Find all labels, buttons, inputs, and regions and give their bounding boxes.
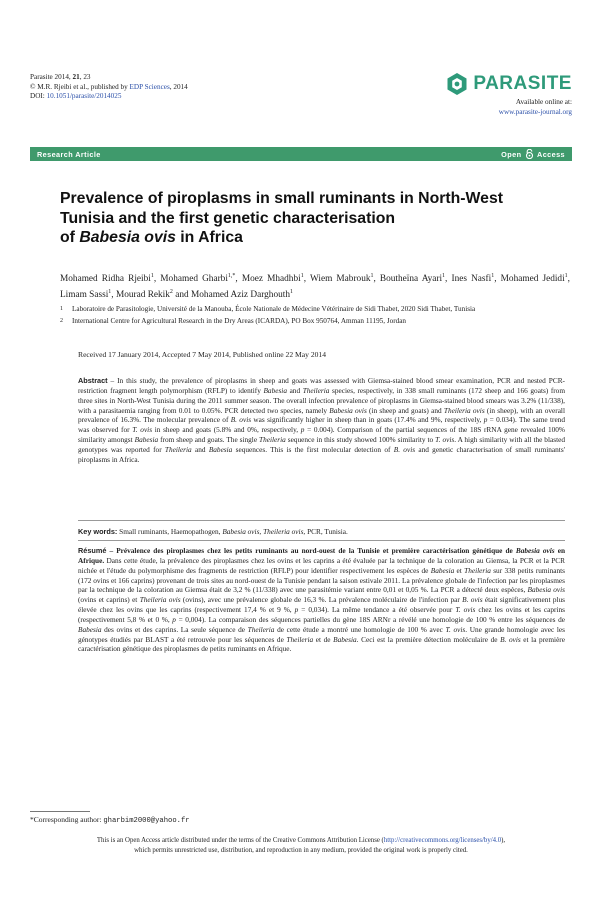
open-access-label: Open Access	[501, 150, 565, 159]
affiliations	[60, 305, 570, 326]
author-name: Moez Mhadhbi$^1$	[241, 273, 304, 285]
journal-logo-block	[412, 72, 572, 117]
journal-logo[interactable]	[412, 72, 572, 96]
author-affiliation-ref: 2	[169, 289, 173, 296]
publisher-link[interactable]: EDP Sciences	[129, 82, 170, 91]
author-affiliation-ref: 1	[108, 289, 112, 296]
keywords	[78, 527, 565, 537]
article-type-label: Research Article	[37, 149, 101, 159]
doi-line: DOI: 10.1051/parasite/2014025	[30, 92, 122, 101]
author-affiliation-ref: 1	[564, 273, 568, 279]
corresponding-email[interactable]: gharbim2000@yahoo.fr	[103, 817, 190, 825]
author-name: Mourad Rekik$^2$	[115, 289, 173, 301]
footnote-rule	[30, 811, 90, 812]
author-affiliation-ref: 1	[442, 273, 446, 279]
author-name: Mohamed Gharbi$^{1,*}$	[160, 273, 236, 285]
affiliation-item: 2 International Centre for Agricultural Research in the Dry Areas (ICARDA), PO Box 950764, Amman 11195, Jordan	[60, 316, 407, 325]
abstract-text: – In this study, the prevalence of piroplasms in sheep and goats was assessed with Giemsa-stained blood smear examination, PCR and nested PCR-restriction fragment length polymorphism (RFLP) to identify Babesia and Theileria species, respectively, in 338 small ruminants (172 sheep and 166 goats) from three sites in North-West Tunisia during the 2011 summer season. The overall infection prevalence of piroplasms in Giemsa-stained blood smears was 3.2% (11/338), with a parasitaemia ranging from 0.01 to 0.05%. PCR detected two species, namely Babesia ovis (in sheep and goats) and Theileria ovis (in sheep), with an overall prevalence of 16.3%. The molecular prevalence of B. ovis was significantly higher in sheep than in goats (17.4% and 9%, respectively, p = 0.034). The same trend was observed for T. ovis in sheep and goats (5.8% and 0%, respectively, p = 0.004). Comparison of the partial sequences of the 18S rRNA gene revealed 100% similarity amongst Babesia from sheep and goats. The single Theileria sequence in this study showed 100% similarity to T. ovis. A high similarity with all the blasted genotypes was reported for Theileria and Babesia sequences. This is the first molecular detection of B. ovis and genetic characterisation of small ruminants' piroplasms in Africa.	[78, 376, 566, 464]
author-affiliation-ref: 1	[370, 273, 374, 279]
copyright-line: © M.R. Rjeibi et al., published by EDP Sciences, 2014	[30, 82, 188, 91]
resume	[78, 546, 565, 654]
article-type-banner	[30, 147, 572, 161]
author-affiliation-ref: 1	[300, 273, 304, 279]
abstract-label: Abstract	[78, 376, 108, 385]
corresponding-author: *Corresponding author: gharbim2000@yahoo.fr	[30, 815, 190, 825]
author-name: Limam Sassi$^1$	[60, 289, 112, 301]
license-link[interactable]: http://creativecommons.org/licenses/by/4.0	[383, 837, 502, 844]
affiliation-item: 1 Laboratoire de Parasitologie, Université de la Manouba, École Nationale de Médecine Vétérinaire de Sidi Thabet, 2020 Sidi Thabet, Tunisia	[60, 305, 476, 313]
article-title: Prevalence of piroplasms in small ruminants in North-West Tunisia and the first genetic characterisation of Babesia ovis in Africa	[60, 190, 504, 246]
journal-url-link[interactable]: www.parasite-journal.org	[498, 107, 572, 116]
divider	[78, 540, 565, 541]
author-name: Mohamed Jedidi$^1$	[500, 273, 568, 285]
author-name: Wiem Mabrouk$^1$	[309, 273, 374, 285]
author-name: Mohamed Aziz Darghouth$^1$	[191, 289, 293, 301]
author-name: Boutheïna Ayari$^1$	[379, 273, 446, 285]
author-name: Mohamed Ridha Rjeibi$^1$	[60, 273, 154, 285]
author-affiliation-ref: 1	[289, 289, 293, 296]
author-affiliation-ref: 1,*	[227, 273, 236, 279]
journal-citation: Parasite 2014, 21, 23	[30, 73, 91, 81]
keywords-text: Small ruminants, Haemopathogen, Babesia ovis, Theileria ovis, PCR, Tunisia.	[117, 527, 348, 536]
resume-label: Résumé	[78, 546, 107, 555]
keywords-label: Key words:	[78, 527, 118, 536]
doi-link[interactable]: 10.1051/parasite/2014025	[46, 92, 122, 101]
article-metadata	[30, 73, 290, 102]
author-list: Mohamed Ridha Rjeibi$^1$, Mohamed Gharbi$^{1,*}$, Moez Mhadhbi$^1$, Wiem Mabrouk$^1$, Boutheïna Ayari$^1$, Ines Nasfi$^1$, Mohamed Jedidi$^1$, Limam Sassi$^1$, Mourad Rekik$^2$ and Mohamed Aziz Darghouth$^1$	[60, 273, 570, 301]
abstract	[78, 376, 565, 465]
open-access-icon	[525, 149, 534, 159]
divider	[78, 520, 565, 521]
author-affiliation-ref: 1	[150, 273, 154, 279]
parasite-logo-icon	[445, 72, 469, 96]
available-online-label: Available online at:	[515, 98, 572, 106]
license-notice: This is an Open Access article distributed under the terms of the Creative Commons Attribution License (http://creativecommons.org/licenses/by/4.0), which permits unrestricted use, distribution, and reproduction in any medium, provided the original work is properly cited.	[96, 837, 506, 854]
resume-text: Dans cette étude, la prévalence des piroplasmes chez les ovins et les caprins a été évaluée par la technique de la coloration au Giemsa, la PCR et la PCR nichée et l'étude du polymorphisme des fragments de restriction (RFLP) pour identifier respectivement les espèces de Babesia et Theileria sur 338 petits ruminants (172 ovins et 166 caprins) provenant de trois sites au nord-ouest de la Tunisie pendant la saison estivale 2011. La prévalence globale de l'infection par les piroplasmes par la technique de la coloration au Giemsa était de 3,2 % (11/338) avec une parasitémie variant entre 0,01 et 0,05 %. La PCR a détecté deux espèces, Babesia ovis (ovins et caprins) et Theileria ovis (ovins), avec une prévalence globale de 16,3 %. La prévalence moléculaire de l'infection par B. ovis était significativement plus élevée chez les ovins que les caprins (respectivement 17,4 % et 9 %, p = 0,034). La même tendance a été observée pour T. ovis chez les ovins et les caprins (respectivement 5,8 % et 0 %, p = 0,004). La comparaison des séquences partielles du gène 18S ARNr a révélé une homologie de 100 % entre les séquences de Babesia des ovins et des caprins. La seule séquence de Theileria de cette étude a montré une homologie de 100 % avec T. ovis. Une grande homologie avec les génotypes étudiés par BLAST a été retrouvée pour les séquences de Theileria et de Babesia. Ceci est la première détection moléculaire de B. ovis et la première caractérisation génétique des piroplasmes de petits ruminants en Afrique.	[78, 555, 566, 654]
author-name: Ines Nasfi$^1$	[451, 273, 495, 285]
journal-logo-text: PARASITE	[473, 73, 572, 94]
author-affiliation-ref: 1	[491, 273, 495, 279]
resume-title: – Prévalence des piroplasmes chez les petits ruminants au nord-ouest de la Tunisie et première caractérisation génétique de Babesia ovis en Afrique.	[78, 546, 565, 565]
publication-dates: Received 17 January 2014, Accepted 7 May 2014, Published online 22 May 2014	[78, 350, 327, 359]
